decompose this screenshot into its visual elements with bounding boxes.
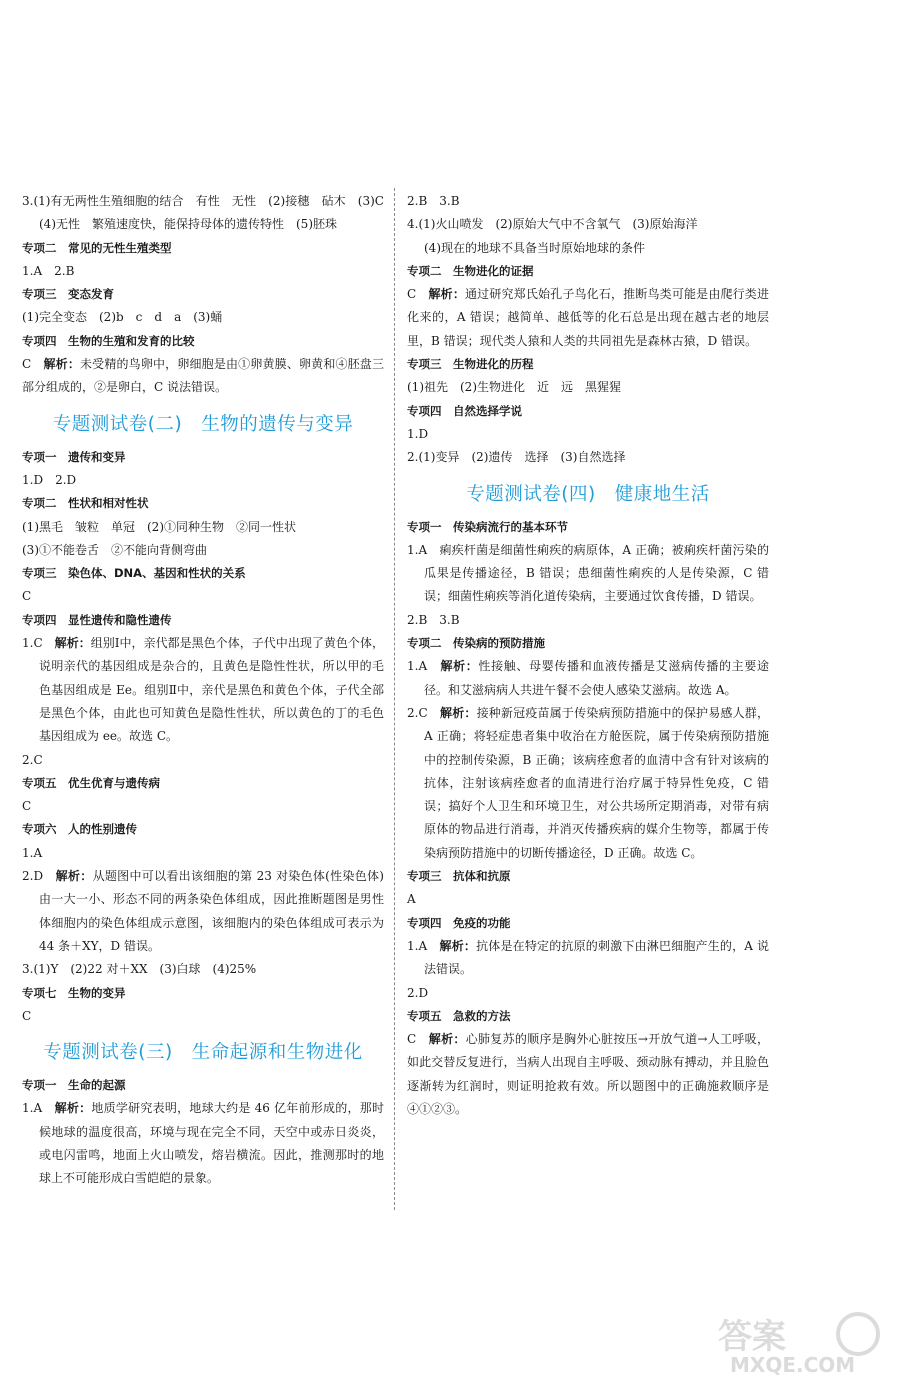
answer-line: 1.A 2.B <box>22 263 75 278</box>
answer-line: 3.(1)有无两性生殖细胞的结合 有性 无性 (2)接穗 砧木 (3)C (4)无性 繁殖速度快，能保持母体的遗传特性 (5)胚珠 <box>22 194 397 232</box>
section-heading: 专项四 显性遗传和隐性遗传 <box>22 612 172 627</box>
test-title: 专题测试卷(三) 生命起源和生物进化 <box>43 1042 363 1064</box>
answer-text: 未受精的鸟卵中，卵细胞是由①卵黄膜、卵黄和④胚盘三部分组成的，②是卵白，C 说法错误。 <box>22 357 384 395</box>
answer-line: 2.D <box>407 985 429 1000</box>
analysis-label: 解析： <box>440 659 479 674</box>
analysis-label: 解析： <box>428 287 466 302</box>
section-heading: 专项三 抗体和抗原 <box>407 869 511 884</box>
answer-text: 接种新冠疫苗属于传染病预防措施中的保护易感人群，A 正确；将轻症患者集中收治在方舱医院，属于传染病预防措施中的控制传染源，B 正确；该病痊愈者的血清中含有针对该病的抗体，注射该病痊愈者的血清进行治疗属于特异性免疫，C 错误；搞好个人卫生和环境卫生，对公共场所定期消毒，对带有病原体的物品进行消毒，并消灭传播疾病的媒介生物等，都属于传染病预防措施中的切断传播途径，D 正确。故选 C。 <box>424 705 769 860</box>
section-heading: 专项六 人的性别遗传 <box>22 822 137 837</box>
answer-line <box>22 632 384 748</box>
answer-text: 心肺复苏的顺序是胸外心脏按压→开放气道→人工呼吸，如此交替反复进行，当病人出现自主呼吸、颈动脉有搏动，并且脸色逐渐转为红润时，则证明抢救有效。所以题图中的正确施救顺序是④①②③。 <box>407 1032 769 1116</box>
section-heading: 专项三 生物进化的历程 <box>407 357 534 372</box>
answer-prefix: 1.C <box>22 636 55 651</box>
analysis-label: 解析： <box>54 636 91 651</box>
section-heading: 专项四 自然选择学说 <box>407 403 522 418</box>
answer-line <box>407 702 769 865</box>
answer-line <box>22 353 384 400</box>
section-heading: 专项一 遗传和变异 <box>22 449 126 464</box>
answer-text: 通过研究郑氏始孔子鸟化石，推断鸟类可能是由爬行类进化来的，A 错误；越简单、越低等的化石总是出现在越古老的地层里，B 错误；现代类人猿和人类的共同祖先是森林古猿，D 错误。 <box>407 287 769 348</box>
answer-line: 3.(1)Y (2)22 对＋XX (3)白球 (4)25% <box>22 962 257 977</box>
answer-prefix: 1.A <box>407 659 441 674</box>
left-column <box>22 190 397 1191</box>
answer-line: C <box>22 1008 32 1023</box>
answer-text: 地质学研究表明，地球大约是 46 亿年前形成的，那时候地球的温度很高，环境与现在完全不同，天空中或赤日炎炎，或电闪雷鸣，地面上火山喷发，熔岩横流。因此，推测那时的地球上不可能形成白雪皑皑的景象。 <box>39 1101 384 1186</box>
answer-line: (4)现在的地球不具备当时原始地球的条件 <box>424 240 645 255</box>
answer-line <box>407 655 769 702</box>
right-column <box>407 190 769 1121</box>
answer-line: 1.D 2.D <box>22 472 77 487</box>
section-heading: 专项一 生命的起源 <box>22 1078 126 1093</box>
section-heading: 专项二 传染病的预防措施 <box>407 636 545 651</box>
answer-line: C <box>22 799 32 814</box>
answer-text: 抗体是在特定的抗原的刺激下由淋巴细胞产生的，A 说法错误。 <box>424 938 769 977</box>
answer-prefix: C <box>407 287 429 302</box>
answer-line: 1.D <box>407 426 429 441</box>
answer-prefix: C <box>407 1032 429 1047</box>
answer-line: 2.C <box>22 752 43 767</box>
section-heading: 专项二 常见的无性生殖类型 <box>22 240 172 255</box>
answer-line <box>407 1028 769 1121</box>
answer-prefix: 1.A <box>407 542 440 557</box>
section-heading: 专项七 生物的变异 <box>22 985 126 1000</box>
watermark-logo <box>710 1308 890 1378</box>
answer-line: (1)祖先 (2)生物进化 近 远 黑猩猩 <box>407 380 621 395</box>
answer-prefix: 1.A <box>22 1101 55 1116</box>
answer-line: (1)完全变态 (2)b c d a (3)蛹 <box>22 310 223 325</box>
test-title: 专题测试卷(四) 健康地生活 <box>466 483 710 505</box>
section-heading: 专项二 性状和相对性状 <box>22 496 149 511</box>
answer-line: 2.B 3.B <box>407 612 460 627</box>
answer-line: (1)黑毛 皱粒 单冠 (2)①同种生物 ②同一性状 <box>22 519 296 534</box>
answer-prefix: C <box>22 357 44 372</box>
section-heading: 专项五 急救的方法 <box>407 1008 511 1023</box>
answer-line: 2.B 3.B <box>407 194 460 208</box>
answer-line <box>407 935 769 982</box>
section-heading: 专项三 染色体、DNA、基因和性状的关系 <box>22 566 246 581</box>
answer-line <box>407 283 769 353</box>
answer-line: (3)①不能卷舌 ②不能向背侧弯曲 <box>22 542 207 557</box>
analysis-label: 解析： <box>43 357 81 372</box>
answer-text: 组别Ⅰ中，亲代都是黑色个体，子代中出现了黄色个体，说明亲代的基因组成是杂合的，且黄色是隐性性状，所以甲的毛色基因组成是 Ee。组别Ⅱ中，亲代是黑色和黄色个体，子代全部是黑色个体，由此也可知黄色是隐性性状，所以黄色的丁的毛色基因组成为 ee。故选 C。 <box>39 636 384 744</box>
section-heading: 专项五 优生优育与遗传病 <box>22 775 160 790</box>
section-heading: 专项四 生物的生殖和发育的比较 <box>22 333 195 348</box>
answer-line: A <box>407 892 416 907</box>
analysis-label: 解析： <box>54 1101 92 1116</box>
analysis-label: 解析： <box>428 1032 466 1047</box>
section-heading: 专项一 传染病流行的基本环节 <box>407 519 568 534</box>
answer-line: 1.A <box>22 845 43 860</box>
answer-prefix: 2.C <box>407 705 441 720</box>
answer-prefix: 2.D <box>22 869 56 884</box>
analysis-label: 解析： <box>439 938 477 953</box>
answer-line <box>407 539 769 609</box>
answer-text: 性接触、母婴传播和血液传播是艾滋病传播的主要途径。和艾滋病病人共进午餐不会使人感染艾滋病。故选 A。 <box>424 659 769 697</box>
svg-text:答案: 答案 <box>718 1317 786 1357</box>
answer-prefix: 1.A <box>407 938 440 953</box>
answer-line: 2.(1)变异 (2)遗传 选择 (3)自然选择 <box>407 450 626 465</box>
answer-text: 从题图中可以看出该细胞的第 23 对染色体(性染色体)由一大一小、形态不同的两条染色体组成，因此推断题图是男性体细胞内的染色体组成示意图，该细胞内的染色体组成可表示为 44 条＋XY，D 错误。 <box>39 869 388 953</box>
section-heading: 专项三 变态发育 <box>22 287 114 302</box>
answer-line <box>22 1097 384 1190</box>
watermark-icon <box>710 1308 890 1378</box>
answer-line: C <box>22 589 32 604</box>
section-heading: 专项四 免疫的功能 <box>407 915 511 930</box>
answer-line: 4.(1)火山喷发 (2)原始大气中不含氧气 (3)原始海洋 <box>407 217 698 232</box>
analysis-label: 解析： <box>55 869 93 884</box>
answer-text: 痢疾杆菌是细菌性痢疾的病原体，A 正确；被痢疾杆菌污染的瓜果是传播途径，B 错误；患细菌性痢疾的人是传染源，C 错误；细菌性痢疾等消化道传染病，主要通过饮食传播，D 错误。 <box>424 542 770 604</box>
svg-text:MXQE.COM: MXQE.COM <box>730 1353 856 1377</box>
column-divider <box>394 188 395 1210</box>
analysis-label: 解析： <box>440 705 477 720</box>
answer-line <box>22 865 388 958</box>
test-title: 专题测试卷(二) 生物的遗传与变异 <box>52 413 354 435</box>
section-heading: 专项二 生物进化的证据 <box>407 263 534 278</box>
